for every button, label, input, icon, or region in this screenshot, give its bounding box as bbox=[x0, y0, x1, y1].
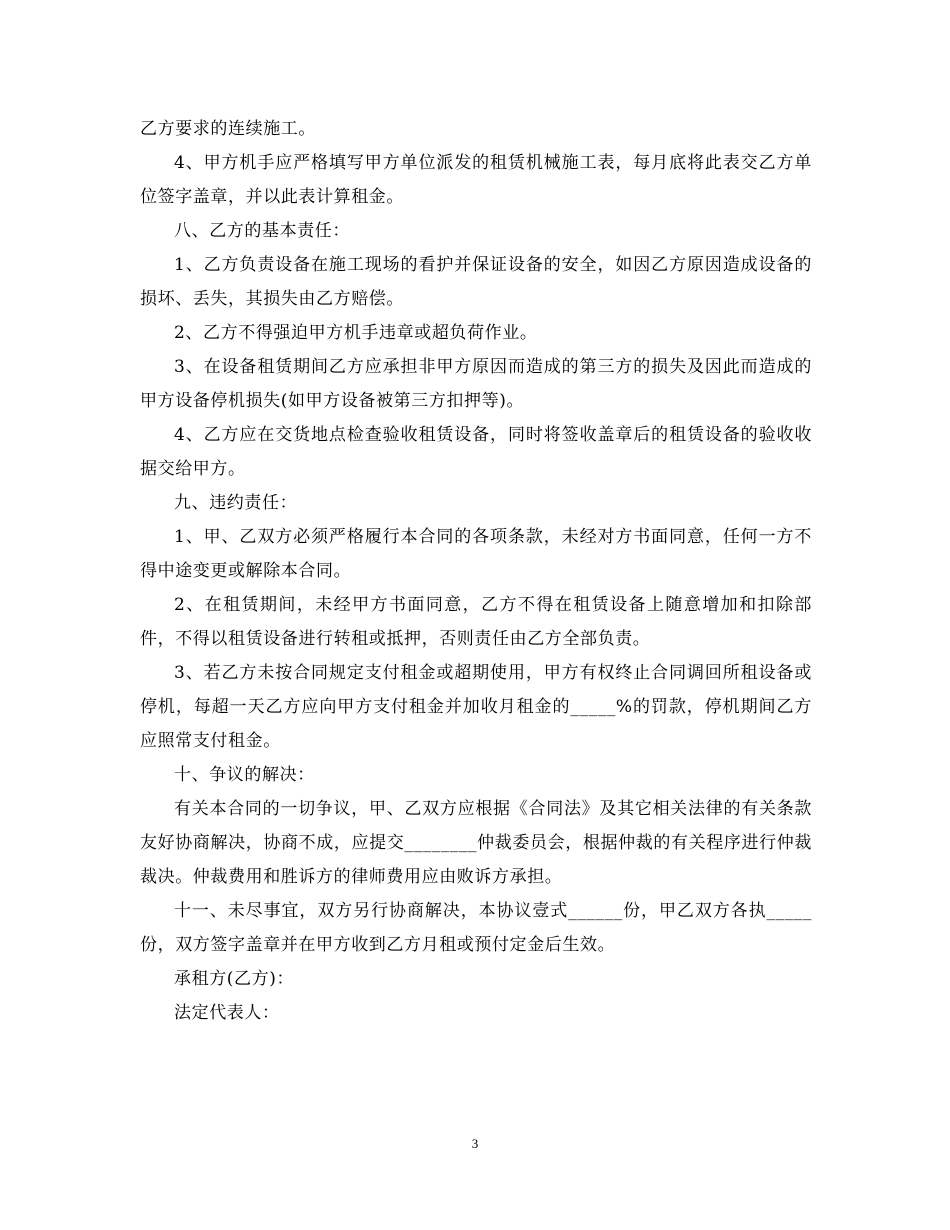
document-body bbox=[140, 112, 812, 1030]
clause-7-4: 4、甲方机手应严格填写甲方单位派发的租赁机械施工表，每月底将此表交乙方单位签字盖章，并以此表计算租金。 bbox=[140, 153, 812, 207]
section-heading-8: 八、乙方的基本责任： bbox=[174, 221, 350, 241]
clause-10-body: 有关本合同的一切争议，甲、乙双方应根据《合同法》及其它相关法律的有关条款友好协商解决，协商不成，应提交________仲裁委员会，根据仲裁的有关程序进行仲裁裁决。仲裁费用和胜诉方的律师费用应由败诉方承担。 bbox=[140, 799, 812, 887]
clause-8-3: 3、在设备租赁期间乙方应承担非甲方原因而造成的第三方的损失及因此而造成的甲方设备停机损失(如甲方设备被第三方扣押等)。 bbox=[140, 357, 812, 411]
clause-9-1: 1、甲、乙双方必须严格履行本合同的各项条款，未经对方书面同意，任何一方不得中途变更或解除本合同。 bbox=[140, 527, 812, 581]
section-heading-9: 九、违约责任： bbox=[174, 493, 298, 513]
page-number: 3 bbox=[471, 1136, 479, 1151]
paragraph-continuation: 乙方要求的连续施工。 bbox=[140, 119, 316, 139]
lessee-signature-line: 承租方(乙方)： bbox=[174, 969, 295, 989]
section-11: 十一、未尽事宜，双方另行协商解决，本协议壹式______份，甲乙双方各执_____份，双方签字盖章并在甲方收到乙方月租或预付定金后生效。 bbox=[140, 901, 812, 955]
clause-8-4: 4、乙方应在交货地点检查验收租赁设备，同时将签收盖章后的租赁设备的验收收据交给甲方。 bbox=[140, 425, 812, 479]
clause-9-2: 2、在租赁期间，未经甲方书面同意，乙方不得在租赁设备上随意增加和扣除部件，不得以租赁设备进行转租或抵押，否则责任由乙方全部负责。 bbox=[140, 595, 812, 649]
clause-9-3: 3、若乙方未按合同规定支付租金或超期使用，甲方有权终止合同调回所租设备或停机，每超一天乙方应向甲方支付租金并加收月租金的_____%的罚款，停机期间乙方应照常支付租金。 bbox=[140, 663, 812, 751]
clause-8-2: 2、乙方不得强迫甲方机手违章或超负荷作业。 bbox=[174, 323, 538, 343]
section-heading-10: 十、争议的解决： bbox=[174, 765, 315, 785]
clause-8-1: 1、乙方负责设备在施工现场的看护并保证设备的安全，如因乙方原因造成设备的损坏、丢失，其损失由乙方赔偿。 bbox=[140, 255, 812, 309]
legal-representative-line: 法定代表人： bbox=[174, 1003, 280, 1023]
